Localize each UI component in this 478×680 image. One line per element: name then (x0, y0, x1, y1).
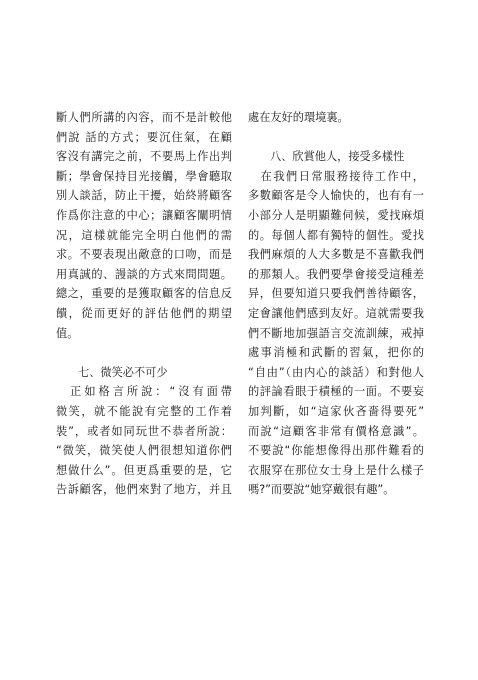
text-line: 作爲你注意的中心；讓顧客闡明情 (56, 208, 232, 222)
text-line: 用真誠的、謾談的方式來問問題。 (56, 267, 232, 281)
text-line: 客沒有講完之前，不要馬上作出判 (56, 150, 232, 164)
text-line: 加判斷，如“這家伙吝嗇得要死” (248, 404, 424, 418)
text-line: 們不斷地加强語言交流訓練，戒掉 (248, 326, 424, 340)
section-heading-7: 七、微笑必不可少 (78, 365, 168, 379)
text-line: 斷人們所講的內容，而不是計較他 (56, 111, 232, 124)
right-paragraph-1 (248, 108, 424, 128)
text-line: 不要說“你能想像得出那件難看的 (248, 444, 424, 458)
text-line: 而說“這顧客非常有價格意識”。 (248, 424, 424, 438)
text-line: 定會讓他們感到友好。這就需要我 (248, 306, 424, 320)
text-line: 處在友好的環境裏。 (248, 111, 349, 124)
text-line: 們說 話的方式；要沉住氣，在顧 (56, 130, 232, 144)
text-line: 值。 (56, 326, 79, 340)
right-column (248, 108, 424, 500)
spacer (248, 128, 424, 148)
text-line: 裝”，或者如同玩世不恭者所說： (56, 424, 232, 438)
right-paragraph-2 (248, 167, 424, 500)
text-line: “自由”（由内心的談話）和對他人 (248, 365, 424, 379)
left-paragraph-2 (56, 382, 232, 500)
text-line: 在我們日常服務接待工作中， (248, 169, 424, 183)
text-line: 的那類人。我們要學會接受這種差 (248, 267, 424, 281)
text-line: 我們麻煩的人大多數是不喜歡我們 (248, 248, 424, 262)
text-line: 的。每個人都有獨特的個性。愛找 (248, 228, 424, 242)
left-column (56, 108, 232, 500)
text-line: 衣服穿在那位女士身上是什么樣子 (248, 463, 424, 477)
text-line: 嗎?”而要說“她穿戴很有趣”。 (248, 483, 395, 497)
text-line: 斷；學會保持目光接觸，學會聽取 (56, 169, 232, 183)
text-line: 况，這樣就能完全明白他們的需 (56, 228, 232, 242)
text-line: 微笑，就不能說有完整的工作着 (56, 404, 232, 418)
spacer (56, 343, 232, 363)
section-heading-8: 八、欣賞他人，接受多樣性 (270, 150, 405, 164)
text-line: 告訴顧客，他們來對了地方，并且 (56, 483, 232, 497)
left-paragraph-1 (56, 108, 232, 343)
text-line: “微笑，微笑使人們很想知道你們 (56, 444, 232, 458)
text-line: 饋，從而更好的評估他們的期望 (56, 306, 232, 320)
text-line: 的評論看眼于積極的一面。不要妄 (248, 385, 424, 399)
text-line: 處事消極和武斷的習氣，把你的 (248, 346, 424, 360)
text-line: 正如格言所說：“沒有面帶 (56, 385, 232, 399)
text-line: 求。不要表現出敵意的口吻，而是 (56, 248, 232, 262)
text-line: 想做什么”。但更爲重要的是，它 (56, 463, 232, 477)
text-line: 多數顧客是令人愉快的，也有有一 (248, 189, 424, 203)
text-line: 別人談話，防止干擾，始終將顧客 (56, 189, 232, 203)
text-line: 小部分人是明顯難伺候，愛找麻煩 (248, 208, 424, 222)
text-line: 异，但要知道只要我們善待顧客， (248, 287, 424, 301)
text-line: 總之，重要的是獲取顧客的信息反 (56, 287, 232, 301)
